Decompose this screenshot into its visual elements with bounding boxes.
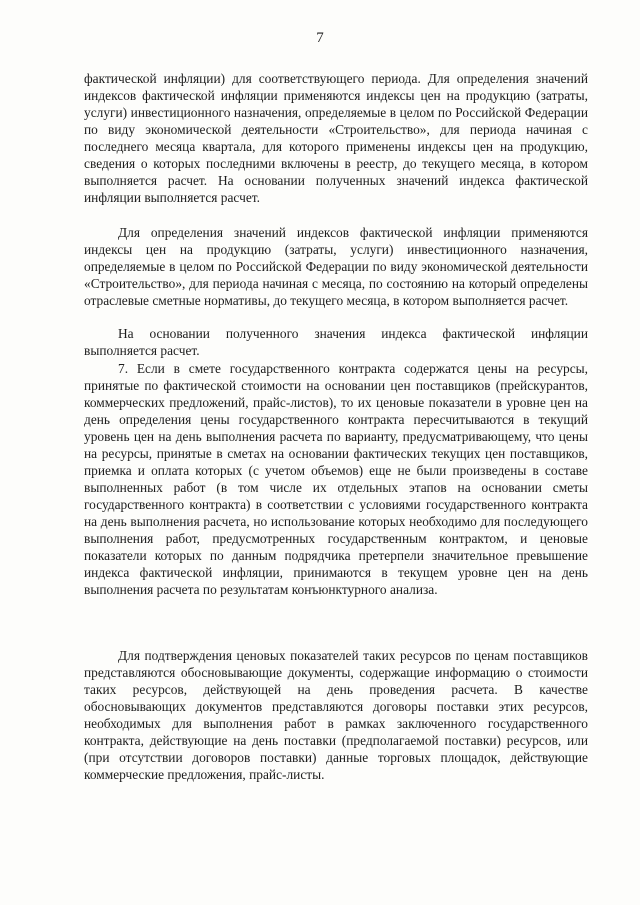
paragraph-calculation-basis xyxy=(84,325,588,359)
paragraph-text: фактической инфляции) для соответствующего периода. Для определения значений индексов фактической инфляции применяются индексы цен на продукцию (затраты, услуги) инвестиционного назначения, определяемые в целом по Российской Федерации по виду экономической деятельности «Строительство», для периода начиная с последнего месяца квартала, для которого применены индексы цен на продукцию, сведения о которых последними включены в реестр, до текущего месяца, в котором выполняется расчет. На основании полученных значений индекса фактической инфляции выполняется расчет. xyxy=(84,71,588,205)
paragraph-item-7 xyxy=(84,360,588,598)
paragraph-text: Для определения значений индексов фактической инфляции применяются индексы цен на продукцию (затраты, услуги) инвестиционного назначения, определяемые в целом по Российской Федерации по виду экономической деятельности «Строительство», для периода начиная с месяца, по состоянию на который определены отраслевые сметные нормативы, до текущего месяца, в котором выполняется расчет. xyxy=(84,225,588,308)
page-number: 7 xyxy=(316,30,324,46)
paragraph-index-definition xyxy=(84,224,588,309)
paragraph-text: На основании полученного значения индекса фактической инфляции выполняется расчет. xyxy=(84,326,588,358)
paragraph-continuation xyxy=(84,70,588,206)
paragraph-text: Для подтверждения ценовых показателей таких ресурсов по ценам поставщиков представляются обосновывающие документы, содержащие информацию о стоимости таких ресурсов, действующей на день проведения расчета. В качестве обосновывающих документов представляются договоры поставки этих ресурсов, необходимых для выполнения работ в рамках заключенного государственного контракта, действующие на день поставки (предполагаемой поставки) ресурсов, или (при отсутствии договоров поставки) данные торговых площадок, действующие коммерческие предложения, прайс-листы. xyxy=(84,648,588,782)
paragraph-text: 7. Если в смете государственного контракта содержатся цены на ресурсы, принятые по фактической стоимости на основании цен поставщиков (прейскурантов, коммерческих предложений, прайс-листов), то их ценовые показатели в уровне цен на день определения цены государственного контракта пересчитываются в текущий уровень цен на день выполнения расчета по варианту, предусматривающему, что цены на ресурсы, принятые в сметах на основании фактических текущих цен поставщиков, приемка и оплата которых (с учетом объемов) еще не были произведены в составе выполненных работ (в том числе их отдельных этапов на основании сметы государственного контракта) в соответствии с условиями государственного контракта на день выполнения расчета, но использование которых необходимо для последующего выполнения работ, предусмотренных государственным контрактом, и ценовые показатели которых по данным подрядчика претерпели значительное превышение индекса фактической инфляции, принимаются в текущем уровне цен на день выполнения расчета по результатам конъюнктурного анализа. xyxy=(84,361,588,597)
paragraph-supporting-documents xyxy=(84,647,588,783)
